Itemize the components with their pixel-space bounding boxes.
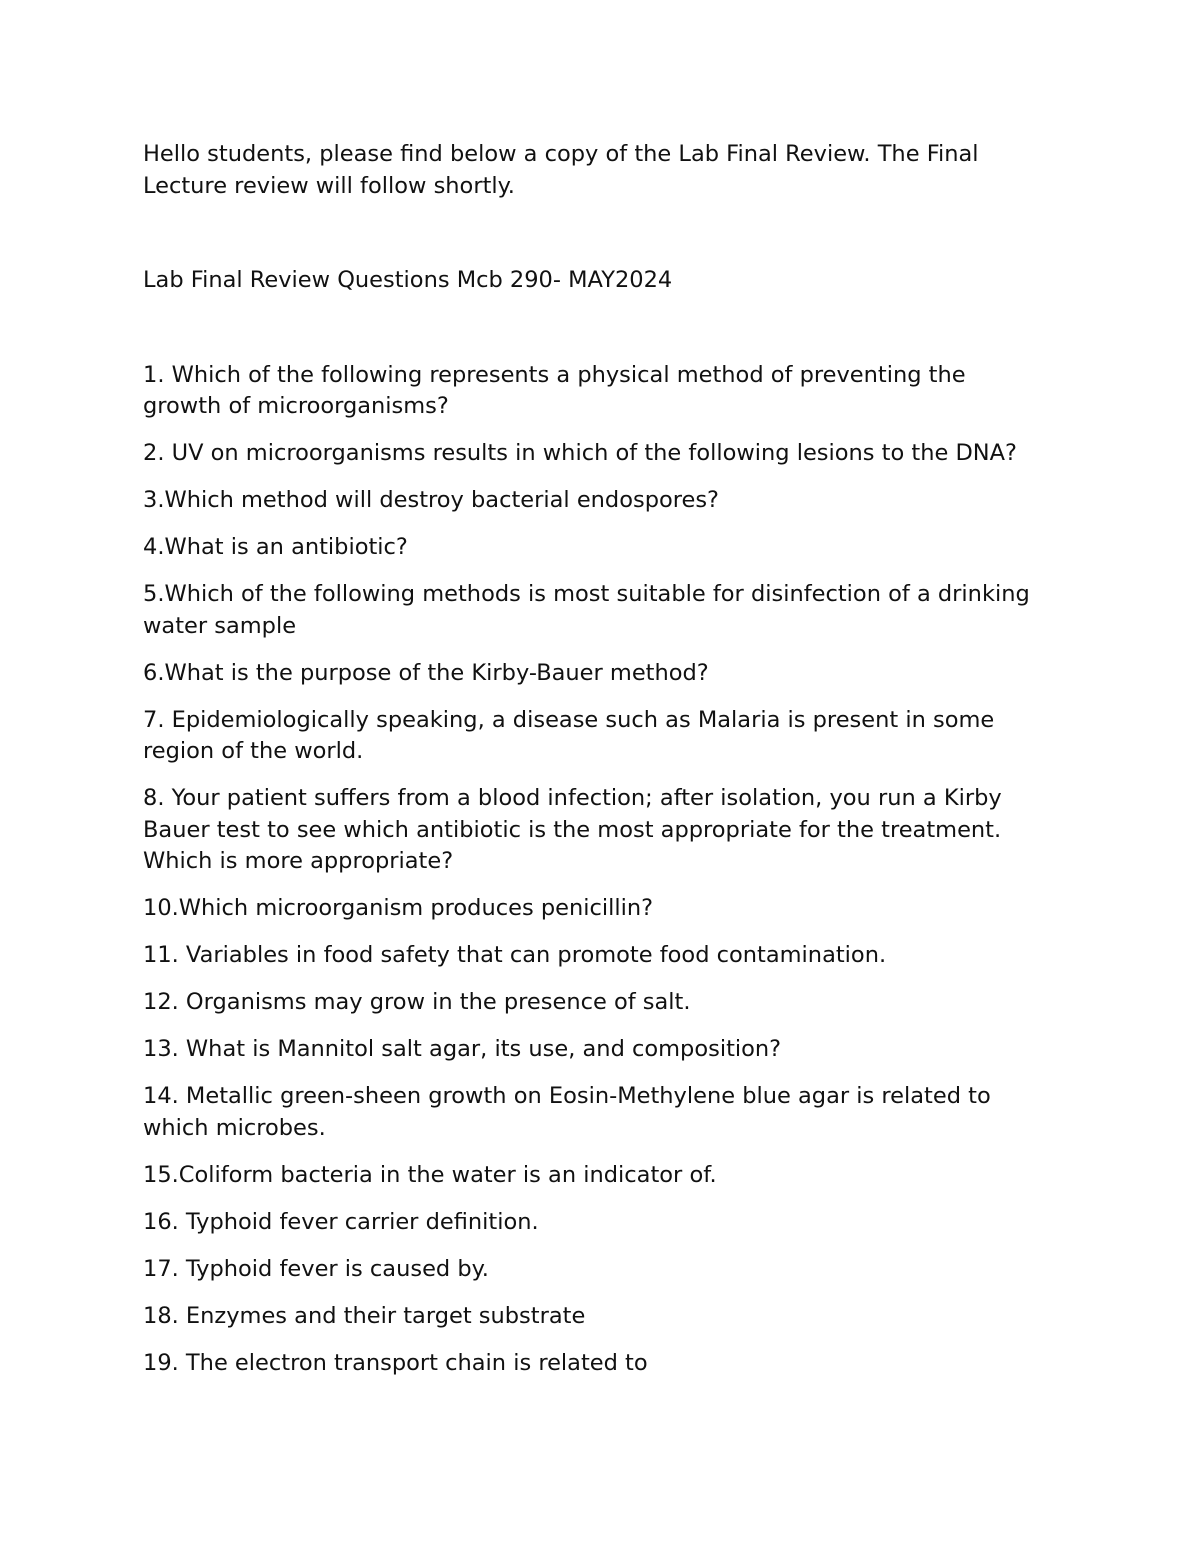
question-item: 11. Variables in food safety that can promote food contamination. — [143, 942, 887, 968]
question-item: 7. Epidemiologically speaking, a disease such as Malaria is present in some region of the world. — [143, 706, 995, 764]
document-title: Lab Final Review Questions Mcb 290- MAY2024 — [143, 267, 673, 293]
question-item: 10.Which microorganism produces penicillin? — [143, 895, 654, 921]
question-item: 12. Organisms may grow in the presence of salt. — [143, 989, 691, 1015]
question-item: 6.What is the purpose of the Kirby-Bauer method? — [143, 659, 709, 686]
question-item: 2. UV on microorganisms results in which of the following lesions to the DNA? — [143, 440, 1017, 466]
intro-paragraph: Hello students, please find below a copy of the Lab Final Review. The Final Lecture review will follow shortly. — [143, 141, 979, 199]
question-item: 19. The electron transport chain is related to — [143, 1349, 648, 1376]
question-list — [143, 360, 1050, 1380]
question-item: 13. What is Mannitol salt agar, its use, and composition? — [143, 1036, 782, 1062]
question-item: 5.Which of the following methods is most suitable for disinfection of a drinking water sample — [143, 581, 1030, 639]
question-item: 16. Typhoid fever carrier definition. — [143, 1208, 539, 1235]
question-item: 8. Your patient suffers from a blood infection; after isolation, you run a Kirby Bauer test to see which antibiotic is the most appropriate for the treatment. Which is more appropriate? — [143, 785, 1002, 874]
question-item: 15.Coliform bacteria in the water is an indicator of. — [143, 1161, 717, 1188]
question-item: 17. Typhoid fever is caused by. — [143, 1255, 489, 1282]
question-item: 18. Enzymes and their target substrate — [143, 1302, 586, 1329]
question-item: 14. Metallic green-sheen growth on Eosin-Methylene blue agar is related to which microbes. — [143, 1083, 991, 1141]
question-item: 3.Which method will destroy bacterial endospores? — [143, 487, 720, 513]
question-item: 1. Which of the following represents a physical method of preventing the growth of microorganisms? — [143, 361, 966, 419]
question-item: 4.What is an antibiotic? — [143, 534, 408, 560]
